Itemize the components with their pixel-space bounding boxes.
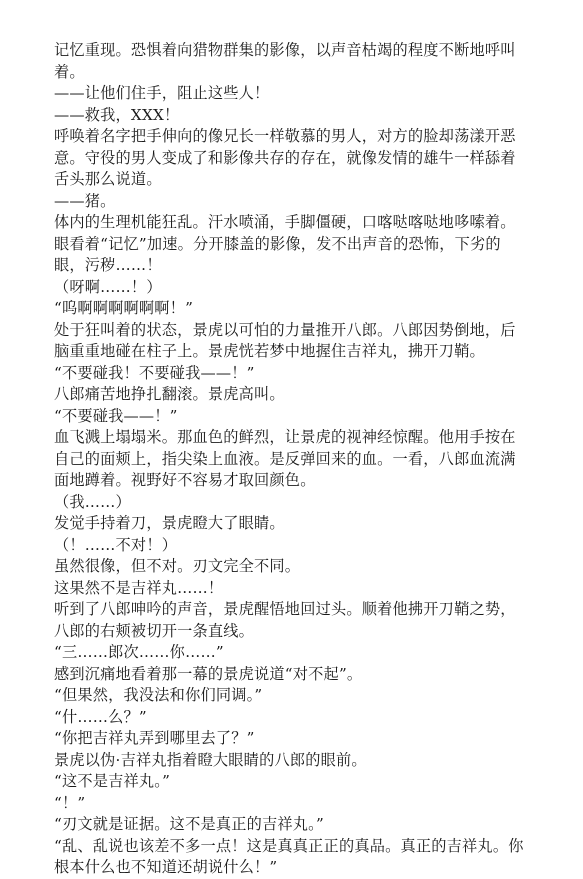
paragraph: “什……么？” <box>54 707 147 726</box>
paragraph: 发觉手持着刀，景虎瞪大了眼睛。 <box>54 514 285 532</box>
paragraph: 景虎以伪·吉祥丸指着瞪大眼睛的八郎的眼前。 <box>54 750 367 769</box>
paragraph: “你把吉祥丸弄到哪里去了？” <box>54 729 255 747</box>
paragraph: （呀啊……！） <box>54 277 162 296</box>
paragraph: “刃文就是证据。这不是真正的吉祥丸。” <box>54 815 324 833</box>
paragraph: 血飞溅上塌塌米。那血色的鲜烈，让景虎的视神经惊醒。他用手按在自己的面颊上，指尖染上血液。是反弹回来的血。一看，八郎血流满面地蹲着。视野好不容易才取回颜色。 <box>54 428 516 489</box>
paragraph: “三……郎次……你……” <box>54 643 224 661</box>
paragraph: 这果然不是吉祥丸……！ <box>54 578 224 597</box>
paragraph: “这不是吉祥丸。” <box>54 772 171 790</box>
paragraph: （！……不对！） <box>54 535 178 554</box>
paragraph: ——猪。 <box>54 191 116 210</box>
paragraph: 体内的生理机能狂乱。汗水喷涌，手脚僵硬，口喀哒喀哒地哆嗦着。眼看着“记忆”加速。分开膝盖的影像，发不出声音的恐怖，下劣的眼，污秽……！ <box>54 213 516 274</box>
paragraph: “不要碰我——！” <box>54 406 178 425</box>
paragraph: 虽然很像，但不对。刃文完全不同。 <box>54 557 301 575</box>
paragraph: “乱、乱说也该差不多一点！这是真真正正的真品。真正的吉祥丸。你根本什么也不知道还胡说什么！” <box>54 836 524 876</box>
paragraph: “不要碰我！不要碰我——！” <box>54 363 255 382</box>
paragraph: ——让他们住手，阻止这些人！ <box>54 84 270 102</box>
paragraph: 呼唤着名字把手伸向的像兄长一样敬慕的男人，对方的脸却荡漾开恶意。守役的男人变成了和影像共存的存在，就像发情的雄牛一样舔着舌头那么说道。 <box>54 127 516 188</box>
paragraph: “！” <box>54 793 86 812</box>
paragraph: 感到沉痛地看着那一幕的景虎说道“对不起”。 <box>54 664 363 683</box>
paragraph: 记忆重现。恐惧着向猎物群集的影像，以声音枯竭的程度不断地呼叫着。 <box>54 41 516 81</box>
paragraph: 八郎痛苦地挣扎翻滚。景虎高叫。 <box>54 385 285 403</box>
paragraph: 听到了八郎呻吟的声音，景虎醒悟地回过头。顺着他拂开刀鞘之势，八郎的右颊被切开一条直线。 <box>54 600 516 640</box>
document-page <box>54 40 530 879</box>
paragraph: ——救我，XXX！ <box>54 105 180 124</box>
paragraph: 处于狂叫着的状态，景虎以可怕的力量推开八郎。八郎因势倒地，后脑重重地碰在柱子上。景虎恍若梦中地握住吉祥丸，拂开刀鞘。 <box>54 320 516 360</box>
paragraph: （我……） <box>54 492 131 511</box>
paragraph: “呜啊啊啊啊啊啊！” <box>54 299 194 317</box>
paragraph: “但果然，我没法和你们同调。” <box>54 686 263 704</box>
